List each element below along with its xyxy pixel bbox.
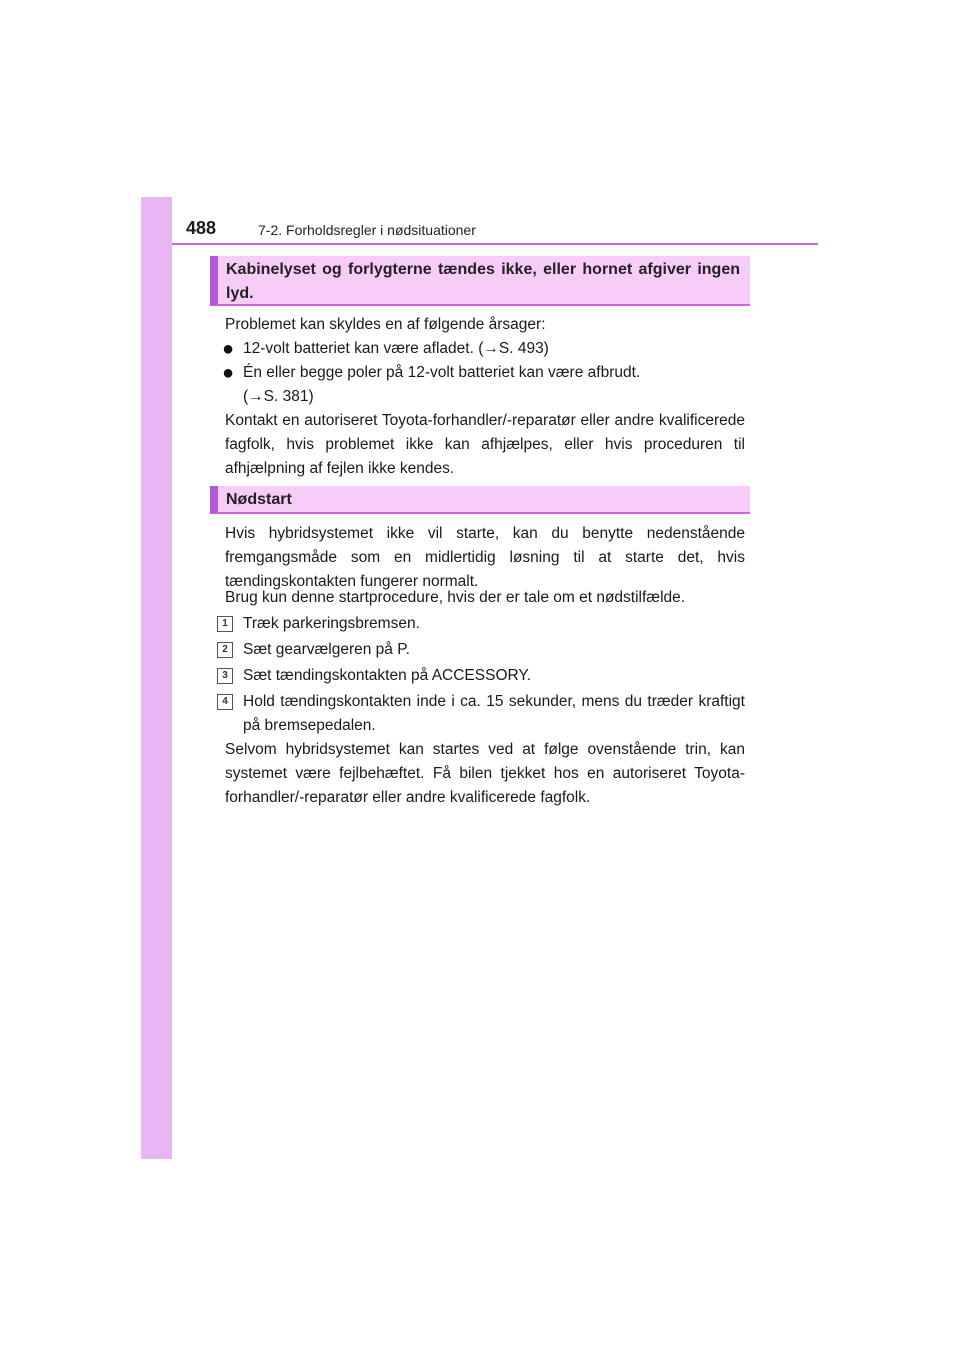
step-text: Sæt tændingskontakten på ACCESSORY. xyxy=(243,667,532,684)
bullet-item-continuation: (→S. 381) xyxy=(243,388,314,405)
section2-intro: Hvis hybridsystemet ikke vil starte, kan du benytte nedenstående fremgangsmåde som en midlertidig løsning til at starte det, hvis tændingskontakten fungerer normalt. xyxy=(225,525,745,590)
step-text: Træk parkeringsbremsen. xyxy=(243,615,420,632)
section2-intro-note: Brug kun denne startprocedure, hvis der er tale om et nødstilfælde. xyxy=(225,589,686,606)
page-number: 488 xyxy=(186,218,217,238)
side-tab xyxy=(141,197,172,1159)
bullet-icon: ● xyxy=(222,338,235,360)
section-heading-lights: Kabinelyset og forlygterne tændes ikke, eller hornet afgiver ingen lyd. xyxy=(210,256,750,306)
step-text: Sæt gearvælgeren på P. xyxy=(243,641,410,658)
bullet-icon: ● xyxy=(222,362,235,384)
section2-closing: Selvom hybridsystemet kan startes ved at følge ovenstående trin, kan systemet være fejlbehæftet. Få bilen tjekket hos en autoriseret Toyota-forhandler/-reparatør eller andre kvalificerede fagfolk. xyxy=(225,741,745,806)
bullet-item: Én eller begge poler på 12-volt batteriet kan være afbrudt. xyxy=(243,364,641,381)
step-number-badge: 3 xyxy=(217,668,233,684)
running-head: 7-2. Forholdsregler i nødsituationer xyxy=(258,222,476,238)
bullet-item: 12-volt batteriet kan være afladet. (→S. 493) xyxy=(243,340,549,357)
section1-contact: Kontakt en autoriseret Toyota-forhandler/-reparatør eller andre kvalificerede fagfolk, hvis problemet ikke kan afhjælpes, eller hvis proceduren til afhjælpning af fejlen ikke kendes. xyxy=(225,412,745,477)
section-heading-emergency-start: Nødstart xyxy=(210,486,750,514)
step-text: Hold tændingskontakten inde i ca. 15 sekunder, mens du træder kraftigt på bremsepedalen. xyxy=(243,693,745,734)
step-number-badge: 4 xyxy=(217,694,233,710)
step-number-badge: 2 xyxy=(217,642,233,658)
section1-intro: Problemet kan skyldes en af følgende årsager: xyxy=(225,316,546,333)
step-number-badge: 1 xyxy=(217,616,233,632)
header-rule xyxy=(172,243,818,245)
